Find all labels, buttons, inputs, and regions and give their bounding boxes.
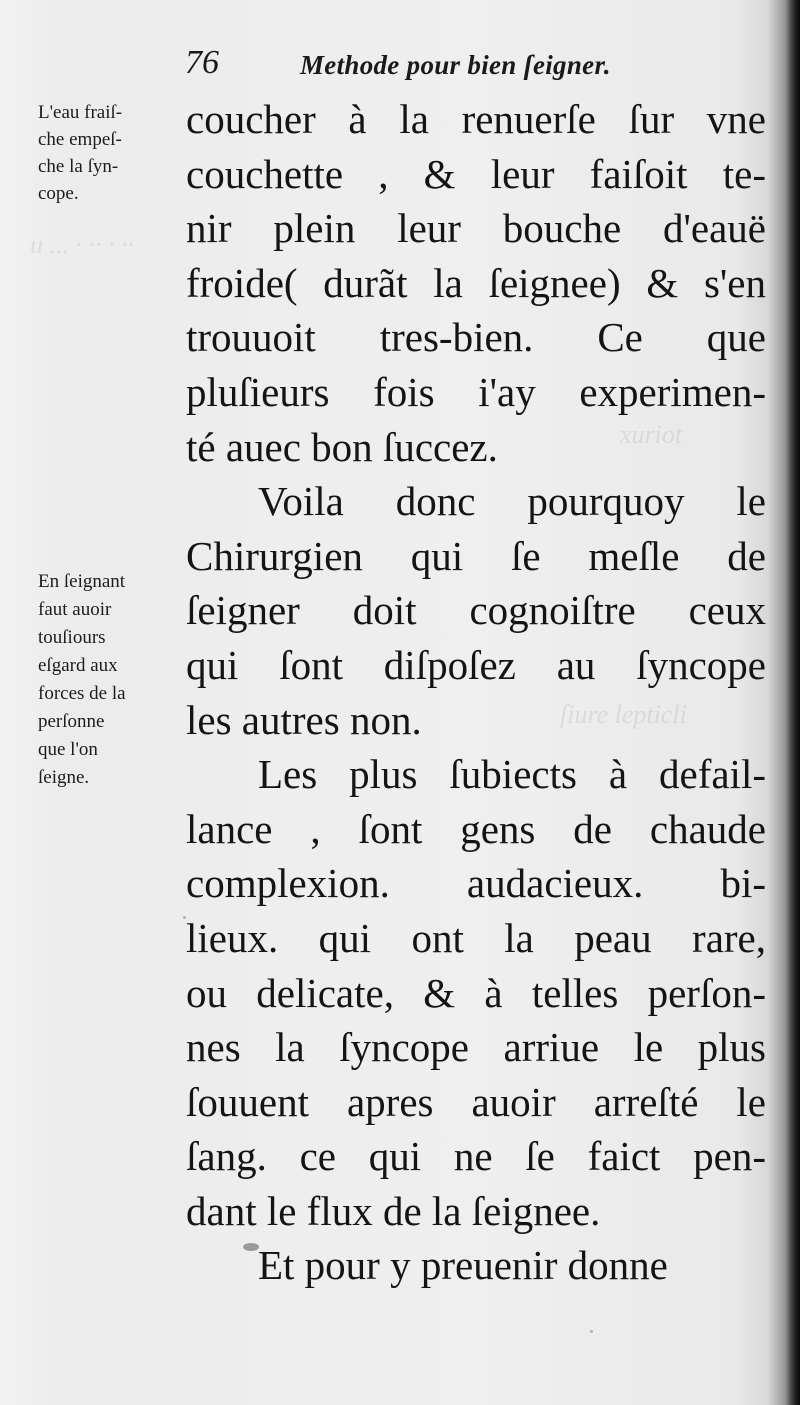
body-line: ou delicate, & à telles perſon- <box>186 969 766 1016</box>
margin-note-line: forces de la <box>38 683 126 704</box>
body-text <box>186 92 766 1293</box>
running-title: Methode pour bien ſeigner. <box>300 50 611 80</box>
margin-note-1 <box>38 99 122 207</box>
body-line: lieux. qui ont la peau rare, <box>186 914 766 961</box>
body-line: dant le flux de la ſeignee. <box>186 1187 601 1234</box>
speck <box>243 1243 259 1251</box>
bleed-through-texture: ſiure lepticli <box>560 700 687 729</box>
body-line: couchette , & leur faiſoit te- <box>186 150 766 197</box>
speck <box>183 916 186 919</box>
bleed-through-texture: xuriot <box>620 420 683 449</box>
page-header <box>185 44 705 92</box>
margin-note-line: eſgard aux <box>38 655 118 676</box>
margin-note-line: faut auoir <box>38 599 112 620</box>
body-line: Les plus ſubiects à defail- <box>258 751 766 798</box>
margin-note-2 <box>38 568 126 792</box>
body-line: les autres non. <box>186 696 422 743</box>
margin-note-line: touſiours <box>38 627 106 648</box>
body-line: complexion. audacieux. bi- <box>186 860 766 907</box>
body-line: coucher à la renuerſe ſur vne <box>186 96 766 142</box>
margin-note-line: che la ſyn- <box>38 156 119 177</box>
body-line: pluſieurs fois i'ay experimen- <box>186 368 766 415</box>
speck <box>590 1330 593 1333</box>
bleed-through-texture: u ... · ·· · ·· <box>30 230 134 259</box>
body-line: té auec bon ſuccez. <box>186 423 498 470</box>
body-line: nir plein leur bouche d'eauë <box>186 205 766 252</box>
margin-note-line: que l'on <box>38 739 98 760</box>
body-line: ſouuent apres auoir arreſté le <box>186 1078 766 1125</box>
body-line: Et pour y preuenir donne <box>258 1242 668 1289</box>
margin-note-line: L'eau fraiſ- <box>38 102 123 123</box>
body-line: ſeigner doit cognoiſtre ceux <box>186 587 766 634</box>
margin-note-line: che empeſ- <box>38 129 122 150</box>
body-line: Voila donc pourquoy le <box>258 478 766 525</box>
body-line: Chirurgien qui ſe meſle de <box>186 532 766 579</box>
body-line: nes la ſyncope arriue le plus <box>186 1024 766 1071</box>
page-edge-shadow <box>786 0 800 1405</box>
body-line: trouuoit tres-bien. Ce que <box>186 314 766 361</box>
body-line: lance , ſont gens de chaude <box>186 805 766 852</box>
margin-note-line: cope. <box>38 183 79 204</box>
margin-note-line: En ſeignant <box>38 571 126 592</box>
margin-note-line: perſonne <box>38 711 105 732</box>
page-number: 76 <box>185 44 219 81</box>
margin-note-line: ſeigne. <box>38 767 90 788</box>
body-line: ſang. ce qui ne ſe faict pen- <box>186 1133 766 1180</box>
body-line: qui ſont diſpoſez au ſyncope <box>186 641 766 688</box>
body-line: froide( durãt la ſeignee) & s'en <box>186 259 766 306</box>
